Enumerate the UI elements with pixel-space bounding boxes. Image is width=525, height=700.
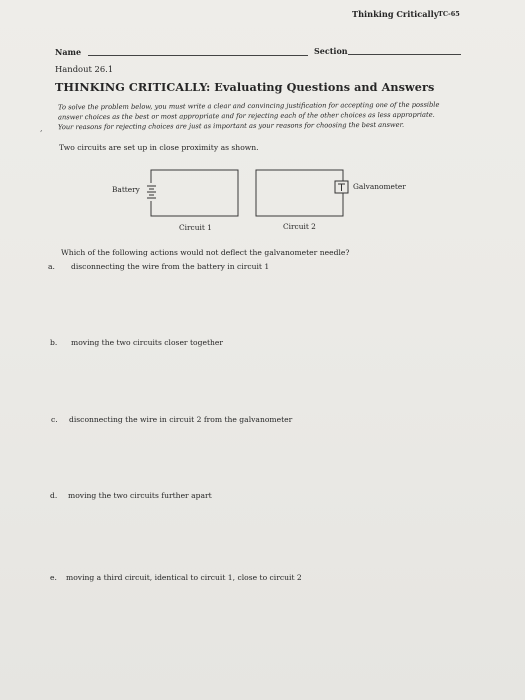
circuit-diagram: [0, 0, 525, 240]
handout-number: Handout 26.1: [55, 64, 114, 74]
option-d-text: moving the two circuits further apart: [68, 491, 212, 500]
option-e-letter: e.: [50, 573, 57, 582]
instruction-line-2: answer choices as the best or most appropriate and for rejecting each of the other choices as less appropriate.: [57, 110, 435, 122]
galvanometer-label: Galvanometer: [353, 182, 406, 191]
question-text: Which of the following actions would not deflect the galvanometer needle?: [61, 248, 350, 257]
running-title: Thinking Critically: [352, 9, 439, 19]
name-label: Name: [55, 47, 82, 57]
instruction-line-1: To solve the problem below, you must write a clear and convincing justification for accepting one of the possible: [57, 100, 440, 112]
battery-symbol: [146, 183, 157, 201]
circuit-2-wire: [256, 170, 343, 216]
battery-label: Battery: [112, 185, 140, 194]
option-e-text: moving a third circuit, identical to circuit 1, close to circuit 2: [66, 573, 302, 582]
option-d-letter: d.: [50, 491, 58, 500]
option-b-letter: b.: [50, 338, 58, 347]
circuit-1-label: Circuit 1: [179, 223, 212, 232]
section-label: Section: [314, 46, 348, 56]
option-c-letter: c.: [51, 415, 58, 424]
instruction-line-3: Your reasons for rejecting choices are just as important as your reasons for choosing the best answer.: [57, 120, 405, 132]
margin-mark: ,: [40, 124, 43, 133]
circuit-2-label: Circuit 2: [283, 222, 316, 231]
option-a-text: disconnecting the wire from the battery in circuit 1: [71, 262, 270, 271]
option-a-letter: a.: [48, 262, 55, 271]
option-c-text: disconnecting the wire in circuit 2 from the galvanometer: [69, 415, 293, 424]
setup-text: Two circuits are set up in close proximity as shown.: [59, 143, 259, 152]
option-b-text: moving the two circuits closer together: [71, 338, 224, 347]
page-code: TC-65: [438, 10, 460, 18]
galvanometer-icon: [335, 181, 348, 193]
circuit-1-wire: [151, 170, 238, 216]
worksheet-title: THINKING CRITICALLY: Evaluating Questions and Answers: [55, 80, 435, 94]
